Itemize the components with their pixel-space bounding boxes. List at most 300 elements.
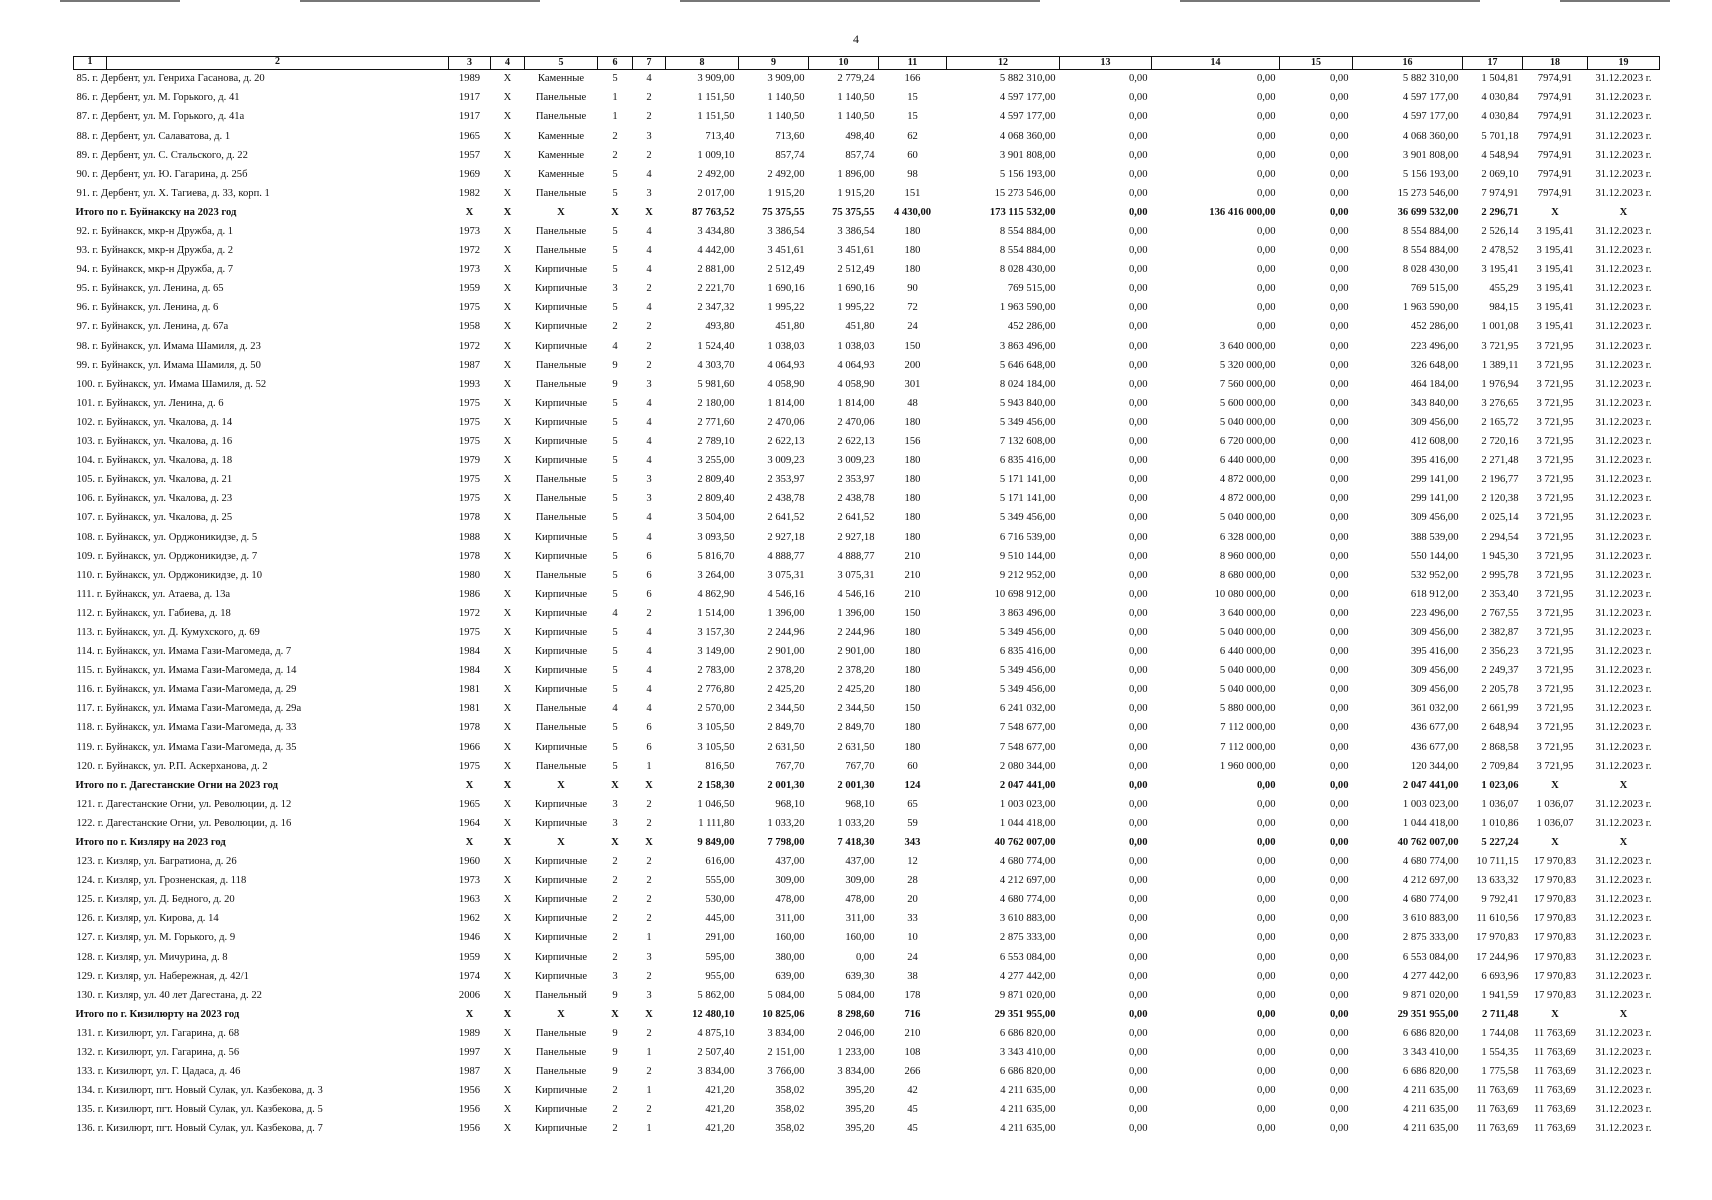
cell-residents: 210 (904, 569, 921, 581)
cell-col-14: 0,00 (1256, 283, 1276, 295)
cell-year-built: 1959 (458, 951, 481, 963)
cell-address: 124. г. Кизляр, ул. Грозненская, д. 118 (76, 875, 247, 887)
cell-wall-material: Кирпичные (534, 875, 588, 887)
cell-col-13: 0,00 (1128, 550, 1148, 562)
cell-total-area: 1 009,10 (697, 149, 735, 161)
cell-cost-per-sqm: 2 868,58 (1481, 741, 1519, 753)
cell-address: 104. г. Буйнакск, ул. Чкалова, д. 18 (76, 455, 233, 467)
cell-max-cost-per-sqm: 3 195,41 (1536, 283, 1574, 295)
cell-cost-per-sqm: 2 995,78 (1481, 569, 1519, 581)
cell-col-16: 309 456,00 (1410, 684, 1459, 696)
cell-total-area: 3 434,80 (697, 226, 735, 237)
cell-year-built: 1956 (458, 1123, 481, 1135)
cell-total-cost: 6 716 539,00 (999, 531, 1056, 543)
table-row (74, 1101, 1660, 1120)
cell-entrances: 4 (646, 168, 652, 180)
cell-wall-material: X (557, 779, 565, 791)
table-row (74, 738, 1660, 757)
cell-residential-area: 2 622,13 (837, 436, 875, 448)
cell-floors: 5 (612, 397, 618, 409)
cell-residential-area: 1 140,50 (837, 111, 875, 123)
cell-entrances: 2 (646, 340, 652, 352)
cell-wall-material: Панельные (535, 569, 587, 581)
cell-cost-per-sqm: 2 196,77 (1481, 474, 1519, 486)
cell-col-16: 5 882 310,00 (1402, 73, 1459, 85)
cell-col-15: 0,00 (1329, 302, 1349, 314)
cell-col-15: 0,00 (1329, 607, 1349, 619)
cell-col-16: 1 003 023,00 (1402, 798, 1459, 810)
table-row (74, 910, 1660, 929)
cell-total-cost: 7 548 677,00 (999, 741, 1056, 753)
cell-deadline: 31.12.2023 г. (1595, 722, 1652, 734)
cell-col-15: 0,00 (1329, 703, 1349, 715)
cell-total-cost: 3 863 496,00 (999, 340, 1056, 352)
cell-address: 97. г. Буйнакск, ул. Ленина, д. 67а (76, 321, 229, 333)
cell-address: 102. г. Буйнакск, ул. Чкалова, д. 14 (76, 416, 233, 428)
cell-year-built: 1958 (458, 321, 481, 333)
cell-col-14: 0,00 (1256, 837, 1276, 848)
table-row (74, 356, 1660, 375)
cell-total-area: 87 763,52 (692, 206, 735, 218)
cell-col-15: 0,00 (1329, 684, 1349, 696)
table-row (74, 299, 1660, 318)
cell-residential-area: 2 901,00 (837, 646, 875, 658)
cell-col-4: X (503, 741, 512, 753)
header-col-14: 14 (1152, 57, 1280, 70)
cell-max-cost-per-sqm: 3 721,95 (1536, 607, 1574, 619)
cell-cost-per-sqm: 2 711,48 (1482, 1008, 1519, 1020)
cell-floors: X (611, 779, 619, 791)
cell-address: 131. г. Кизилюрт, ул. Гагарина, д. 68 (76, 1027, 240, 1039)
header-cell (74, 57, 449, 70)
table-row (74, 1120, 1660, 1139)
cell-year-built: 2006 (458, 989, 481, 1001)
cell-deadline: 31.12.2023 г. (1595, 607, 1652, 619)
table-row (74, 757, 1660, 776)
cell-col-13: 0,00 (1128, 1085, 1148, 1097)
table-row (74, 1044, 1660, 1063)
cell-address: 98. г. Буйнакск, ул. Имама Шамиля, д. 23 (76, 340, 261, 352)
cell-address: 116. г. Буйнакск, ул. Имама Гази-Магомеда, д. 29 (76, 684, 297, 696)
cell-total-area: 4 875,10 (697, 1027, 735, 1039)
cell-cost-per-sqm: 2 720,16 (1481, 436, 1519, 448)
cell-col-13: 0,00 (1128, 206, 1148, 218)
cell-floors: 9 (612, 1027, 618, 1039)
cell-deadline: X (1619, 837, 1628, 848)
cell-max-cost-per-sqm: 17 970,83 (1533, 875, 1577, 887)
cell-col-4: X (503, 837, 512, 848)
cell-col-15: 0,00 (1329, 1123, 1349, 1135)
cell-deadline: 31.12.2023 г. (1595, 932, 1652, 944)
cell-total-cost: 15 273 546,00 (994, 187, 1056, 199)
cell-living-area: 478,00 (775, 894, 805, 906)
cell-address: 115. г. Буйнакск, ул. Имама Гази-Магомеда, д. 14 (76, 665, 297, 677)
cell-col-16: 6 686 820,00 (1402, 1066, 1459, 1078)
cell-entrances: 2 (646, 1104, 652, 1116)
cell-deadline: 31.12.2023 г. (1595, 817, 1652, 829)
cell-deadline: 31.12.2023 г. (1595, 531, 1652, 543)
cell-total-area: 555,00 (705, 875, 735, 887)
table-row (74, 70, 1660, 90)
cell-col-15: 0,00 (1329, 149, 1349, 161)
cell-col-14: 0,00 (1256, 989, 1276, 1001)
cell-address: Итого по г. Кизилюрту на 2023 год (75, 1008, 240, 1020)
cell-wall-material: Кирпичные (534, 684, 588, 696)
cell-year-built: 1964 (458, 817, 481, 829)
cell-deadline: 31.12.2023 г. (1595, 665, 1652, 677)
cell-col-4: X (503, 875, 512, 887)
cell-residential-area: 311,00 (845, 913, 875, 925)
cell-residents: 180 (904, 493, 921, 505)
cell-residential-area: 451,80 (845, 321, 875, 333)
cell-max-cost-per-sqm: 3 721,95 (1536, 646, 1574, 658)
header-col-17: 17 (1463, 57, 1523, 70)
cell-max-cost-per-sqm: 7974,91 (1537, 73, 1573, 85)
cell-total-area: 2 809,40 (697, 493, 735, 505)
cell-living-area: 75 375,55 (762, 206, 805, 218)
cell-total-cost: 6 686 820,00 (999, 1027, 1056, 1039)
cell-wall-material: Кирпичные (534, 607, 588, 619)
cell-cost-per-sqm: 2 709,84 (1481, 760, 1519, 772)
cell-deadline: 31.12.2023 г. (1595, 321, 1652, 333)
cell-col-15: 0,00 (1329, 875, 1349, 887)
cell-col-13: 0,00 (1128, 1027, 1148, 1039)
cell-total-cost: 4 597 177,00 (999, 111, 1056, 123)
cell-max-cost-per-sqm: 3 721,95 (1536, 397, 1574, 409)
cell-wall-material: Панельные (535, 226, 587, 237)
cell-max-cost-per-sqm: 3 721,95 (1536, 588, 1574, 600)
cell-wall-material: Кирпичные (534, 1085, 588, 1097)
cell-deadline: 31.12.2023 г. (1595, 1066, 1652, 1078)
cell-address: 105. г. Буйнакск, ул. Чкалова, д. 21 (76, 474, 233, 486)
cell-deadline: 31.12.2023 г. (1595, 111, 1652, 123)
cell-cost-per-sqm: 3 195,41 (1481, 264, 1519, 276)
table-row (74, 853, 1660, 872)
cell-max-cost-per-sqm: 3 721,95 (1536, 436, 1574, 448)
cell-cost-per-sqm: 3 721,95 (1481, 340, 1519, 352)
cell-address: 128. г. Кизляр, ул. Мичурина, д. 8 (76, 951, 228, 963)
cell-col-14: 5 040 000,00 (1219, 684, 1276, 696)
cell-entrances: 3 (646, 378, 652, 390)
cell-col-15: 0,00 (1329, 455, 1349, 467)
table-row (74, 1063, 1660, 1082)
cell-floors: 5 (612, 512, 618, 524)
cell-wall-material: X (557, 206, 565, 218)
cell-residents: 108 (904, 1047, 921, 1059)
cell-residential-area: 968,10 (845, 798, 875, 810)
cell-residential-area: 4 546,16 (837, 588, 875, 600)
cell-residents: 10 (907, 932, 918, 944)
cell-total-area: 4 303,70 (697, 359, 735, 371)
cell-max-cost-per-sqm: X (1551, 206, 1559, 218)
cell-col-13: 0,00 (1128, 646, 1148, 658)
cell-floors: 2 (612, 913, 618, 925)
cell-total-area: 2 507,40 (697, 1047, 735, 1059)
cell-total-area: 5 981,60 (697, 378, 735, 390)
cell-total-area: 3 255,00 (697, 455, 735, 467)
cell-wall-material: Кирпичные (534, 932, 588, 944)
cell-living-area: 1 140,50 (767, 92, 805, 104)
cell-year-built: 1972 (458, 245, 481, 257)
cell-total-area: 4 862,90 (697, 588, 735, 600)
table-row (74, 948, 1660, 967)
cell-col-13: 0,00 (1128, 168, 1148, 180)
cell-residents: 24 (907, 951, 918, 963)
cell-floors: 5 (612, 760, 618, 772)
cell-max-cost-per-sqm: 7974,91 (1537, 111, 1573, 123)
cell-address: 122. г. Дагестанские Огни, ул. Революции, д. 16 (76, 817, 292, 829)
cell-max-cost-per-sqm: 3 721,95 (1536, 703, 1574, 715)
cell-wall-material: Кирпичные (534, 550, 588, 562)
cell-max-cost-per-sqm: 3 721,95 (1536, 626, 1574, 638)
cell-total-cost: 5 882 310,00 (999, 73, 1056, 85)
cell-entrances: 4 (646, 703, 652, 715)
cell-entrances: X (645, 206, 653, 218)
table-row (74, 528, 1660, 547)
cell-col-13: 0,00 (1128, 359, 1148, 371)
cell-residential-area: 1 995,22 (837, 302, 875, 314)
cell-total-cost: 3 610 883,00 (999, 913, 1056, 925)
cell-col-13: 0,00 (1128, 1123, 1148, 1135)
cell-residents: 150 (904, 340, 921, 352)
cell-year-built: 1917 (458, 92, 481, 104)
cell-cost-per-sqm: 1 744,08 (1481, 1027, 1519, 1039)
cell-col-13: 0,00 (1128, 474, 1148, 486)
cell-residents: 12 (907, 856, 918, 868)
cell-living-area: 713,60 (775, 130, 805, 142)
cell-deadline: 31.12.2023 г. (1595, 798, 1652, 810)
cell-max-cost-per-sqm: 3 195,41 (1536, 264, 1574, 276)
header-col-18: 18 (1523, 57, 1588, 70)
cell-address: Итого по г. Дагестанские Огни на 2023 год (75, 779, 279, 791)
cell-col-16: 4 277 442,00 (1402, 970, 1459, 982)
cell-col-16: 326 648,00 (1410, 359, 1459, 371)
cell-year-built: 1989 (458, 73, 481, 85)
cell-residential-area: 498,40 (845, 130, 875, 142)
cell-total-area: 3 909,00 (697, 73, 735, 85)
cell-col-15: 0,00 (1329, 722, 1349, 734)
cell-total-area: 955,00 (705, 970, 735, 982)
cell-year-built: 1975 (458, 416, 481, 428)
cell-max-cost-per-sqm: 3 721,95 (1536, 531, 1574, 543)
cell-living-area: 968,10 (775, 798, 805, 810)
cell-entrances: 2 (646, 92, 652, 104)
cell-cost-per-sqm: 4 030,84 (1481, 111, 1519, 123)
cell-wall-material: Кирпичные (534, 798, 588, 810)
cell-col-15: 0,00 (1329, 359, 1349, 371)
cell-col-15: 0,00 (1329, 187, 1349, 199)
cell-deadline: 31.12.2023 г. (1595, 416, 1652, 428)
table-row (74, 662, 1660, 681)
cell-year-built: 1962 (458, 913, 481, 925)
cell-address: 132. г. Кизилюрт, ул. Гагарина, д. 56 (76, 1047, 240, 1059)
cell-col-14: 0,00 (1256, 951, 1276, 963)
cell-col-16: 395 416,00 (1410, 455, 1459, 467)
cell-max-cost-per-sqm: 3 721,95 (1536, 550, 1574, 562)
cell-year-built: 1979 (458, 455, 481, 467)
cell-col-15: 0,00 (1329, 932, 1349, 944)
cell-living-area: 4 058,90 (767, 378, 805, 390)
cell-deadline: X (1619, 1008, 1628, 1020)
cell-wall-material: Каменные (537, 149, 585, 161)
cell-deadline: 31.12.2023 г. (1595, 92, 1652, 104)
cell-living-area: 358,02 (775, 1085, 805, 1097)
cell-residents: 15 (907, 92, 918, 104)
table-row (74, 108, 1660, 127)
cell-max-cost-per-sqm: 17 970,83 (1533, 989, 1577, 1001)
cell-year-built: 1973 (458, 264, 481, 276)
cell-deadline: 31.12.2023 г. (1595, 493, 1652, 505)
cell-residents: 180 (904, 264, 921, 276)
cell-year-built: 1980 (458, 569, 481, 581)
table-row (74, 605, 1660, 624)
cell-floors: X (611, 837, 619, 848)
cell-col-14: 5 040 000,00 (1219, 512, 1276, 524)
cell-entrances: 3 (646, 130, 652, 142)
cell-floors: 2 (612, 149, 618, 161)
cell-wall-material: Кирпичные (534, 951, 588, 963)
cell-col-14: 0,00 (1256, 302, 1276, 314)
cell-year-built: 1956 (458, 1085, 481, 1097)
cell-col-16: 4 597 177,00 (1402, 111, 1459, 123)
cell-total-area: 5 862,00 (697, 989, 735, 1001)
cell-entrances: 2 (646, 970, 652, 982)
cell-living-area: 2 438,78 (767, 493, 805, 505)
cell-entrances: 4 (646, 264, 652, 276)
cell-residential-area: 1 038,03 (837, 340, 875, 352)
cell-address: 126. г. Кизляр, ул. Кирова, д. 14 (76, 913, 219, 925)
cell-residential-area: 2 425,20 (837, 684, 875, 696)
cell-entrances: 2 (646, 149, 652, 161)
cell-year-built: 1978 (458, 512, 481, 524)
cell-col-4: X (503, 378, 512, 390)
cell-entrances: 4 (646, 665, 652, 677)
cell-living-area: 2 492,00 (767, 168, 805, 180)
cell-residents: 180 (904, 741, 921, 753)
cell-col-13: 0,00 (1128, 378, 1148, 390)
cell-address: 133. г. Кизилюрт, ул. Г. Цадаса, д. 46 (76, 1066, 241, 1078)
cell-col-15: 0,00 (1329, 1047, 1349, 1059)
cell-floors: 5 (612, 569, 618, 581)
cell-residential-area: 5 084,00 (837, 989, 875, 1001)
cell-total-area: 1 046,50 (697, 798, 735, 810)
cell-col-14: 0,00 (1256, 932, 1276, 944)
cell-deadline: 31.12.2023 г. (1595, 913, 1652, 925)
cell-year-built: 1973 (458, 875, 481, 887)
cell-entrances: 4 (646, 436, 652, 448)
cell-floors: 5 (612, 187, 618, 199)
cell-col-14: 3 640 000,00 (1219, 607, 1276, 619)
table-row (74, 414, 1660, 433)
cell-deadline: 31.12.2023 г. (1595, 646, 1652, 658)
cell-col-13: 0,00 (1128, 416, 1148, 428)
cell-col-13: 0,00 (1128, 607, 1148, 619)
cell-wall-material: Кирпичные (534, 913, 588, 925)
cell-max-cost-per-sqm: 3 721,95 (1536, 684, 1574, 696)
cell-cost-per-sqm: 455,29 (1489, 283, 1519, 295)
cell-address: 110. г. Буйнакск, ул. Орджоникидзе, д. 10 (76, 569, 263, 581)
cell-col-14: 6 440 000,00 (1219, 646, 1276, 658)
cell-total-cost: 5 171 141,00 (999, 493, 1056, 505)
cell-deadline: 31.12.2023 г. (1595, 187, 1652, 199)
cell-cost-per-sqm: 1 036,07 (1481, 798, 1519, 810)
cell-address: Итого по г. Буйнакску на 2023 год (75, 206, 237, 218)
cell-year-built: 1989 (458, 1027, 481, 1039)
cell-col-13: 0,00 (1128, 932, 1148, 944)
cell-entrances: X (645, 837, 653, 848)
cell-address: 96. г. Буйнакск, ул. Ленина, д. 6 (76, 302, 219, 314)
cell-address: 100. г. Буйнакск, ул. Имама Шамиля, д. 52 (76, 378, 267, 390)
cell-living-area: 4 546,16 (767, 588, 805, 600)
table-row (74, 987, 1660, 1006)
cell-col-13: 0,00 (1128, 817, 1148, 829)
cell-col-13: 0,00 (1128, 1008, 1148, 1020)
housing-register-table (73, 56, 1660, 1139)
cell-cost-per-sqm: 11 610,56 (1476, 913, 1519, 925)
cell-total-cost: 7 132 608,00 (999, 436, 1056, 448)
cell-wall-material: Каменные (537, 73, 585, 85)
cell-col-4: X (503, 951, 512, 963)
cell-residents: 343 (904, 837, 921, 848)
table-row (74, 146, 1660, 165)
cell-wall-material: Панельные (535, 1047, 587, 1059)
cell-col-14: 0,00 (1256, 913, 1276, 925)
cell-residents: 59 (907, 817, 918, 829)
cell-living-area: 2 927,18 (767, 531, 805, 543)
cell-entrances: 4 (646, 646, 652, 658)
cell-col-13: 0,00 (1128, 798, 1148, 810)
cell-living-area: 2 353,97 (767, 474, 805, 486)
cell-max-cost-per-sqm: 17 970,83 (1533, 932, 1577, 944)
cell-col-16: 769 515,00 (1410, 283, 1459, 295)
cell-cost-per-sqm: 11 763,69 (1476, 1123, 1519, 1135)
cell-total-cost: 6 686 820,00 (999, 1066, 1056, 1078)
cell-col-16: 4 680 774,00 (1402, 856, 1459, 868)
cell-cost-per-sqm: 984,15 (1489, 302, 1519, 314)
cell-address: 125. г. Кизляр, ул. Д. Бедного, д. 20 (76, 894, 235, 906)
cell-floors: 5 (612, 722, 618, 734)
cell-residents: 45 (907, 1104, 918, 1116)
cell-total-cost: 29 351 955,00 (994, 1008, 1056, 1020)
cell-living-area: 2 631,50 (767, 741, 805, 753)
cell-max-cost-per-sqm: 3 721,95 (1536, 378, 1574, 390)
cell-address: 108. г. Буйнакск, ул. Орджоникидзе, д. 5 (76, 531, 258, 543)
cell-cost-per-sqm: 1 010,86 (1481, 817, 1519, 829)
cell-col-15: 0,00 (1329, 588, 1349, 600)
cell-entrances: 4 (646, 226, 652, 237)
cell-col-16: 532 952,00 (1410, 569, 1459, 581)
cell-total-area: 3 105,50 (697, 741, 735, 753)
cell-total-area: 421,20 (705, 1123, 735, 1135)
cell-col-13: 0,00 (1128, 397, 1148, 409)
cell-floors: 3 (612, 798, 618, 810)
cell-col-16: 309 456,00 (1410, 512, 1459, 524)
cell-col-13: 0,00 (1128, 779, 1148, 791)
cell-col-13: 0,00 (1128, 569, 1148, 581)
table-row (74, 891, 1660, 910)
cell-year-built: 1957 (458, 149, 481, 161)
cell-year-built: 1946 (458, 932, 481, 944)
cell-col-16: 550 144,00 (1410, 550, 1459, 562)
cell-col-15: 0,00 (1329, 226, 1349, 237)
cell-residential-area: 395,20 (845, 1104, 875, 1116)
cell-residents: 45 (907, 1123, 918, 1135)
cell-col-4: X (503, 798, 512, 810)
cell-floors: 2 (612, 130, 618, 142)
cell-col-15: 0,00 (1329, 416, 1349, 428)
cell-total-area: 3 264,00 (697, 569, 735, 581)
cell-wall-material: Кирпичные (534, 340, 588, 352)
